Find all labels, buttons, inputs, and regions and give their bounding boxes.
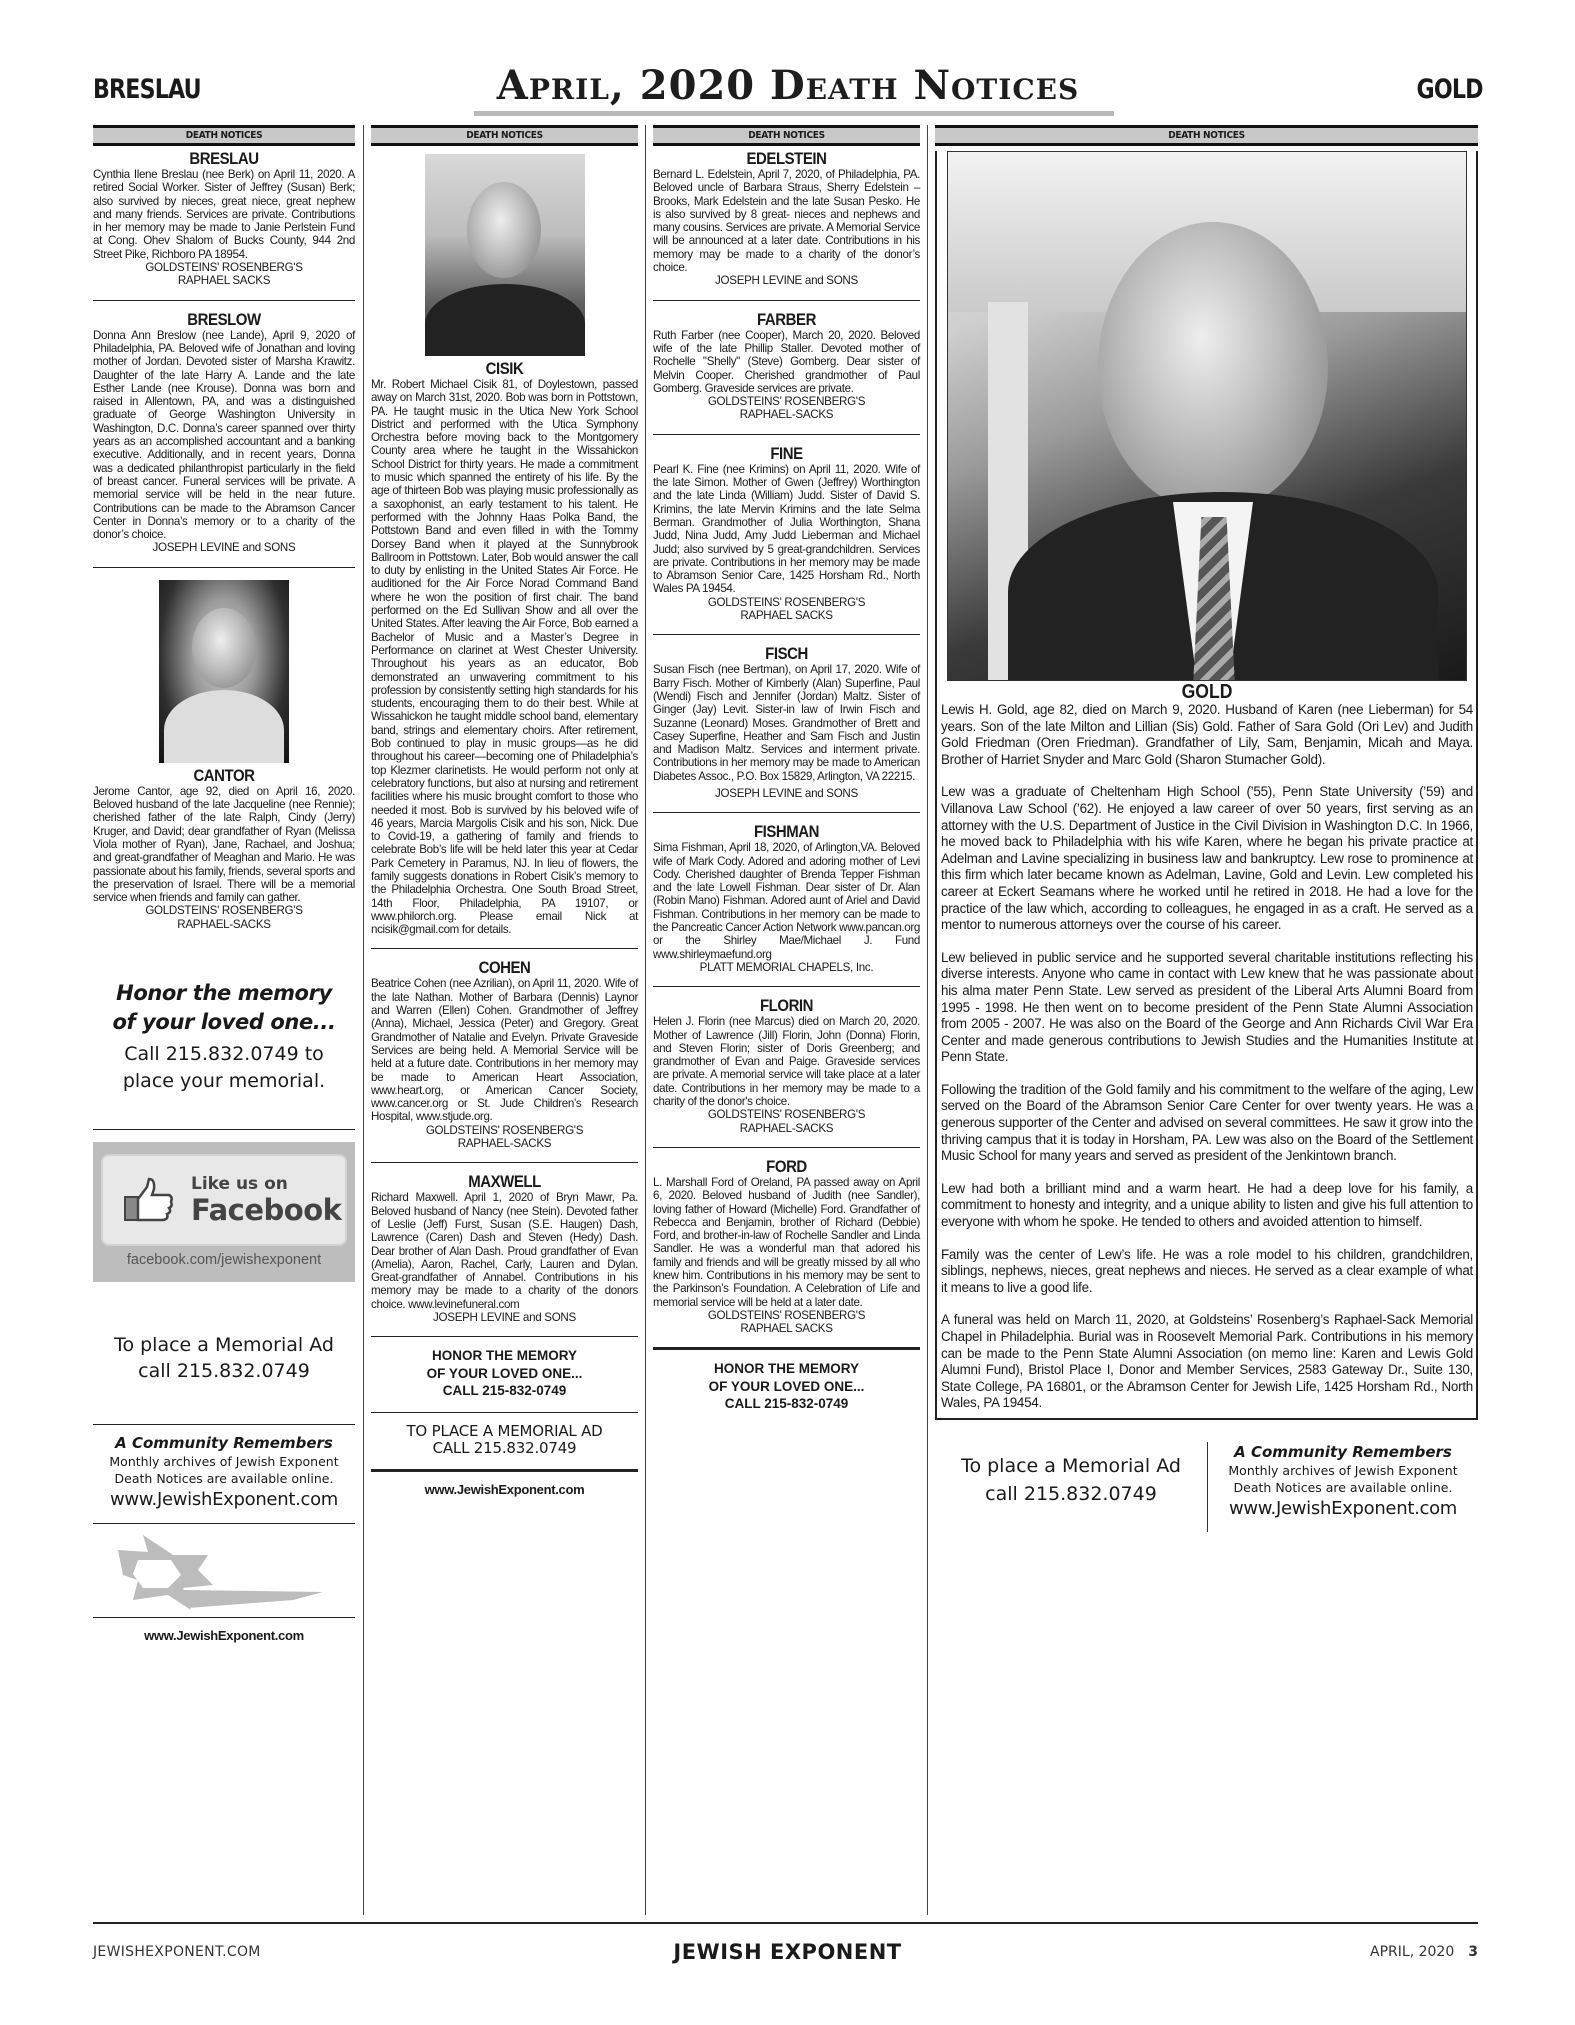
star-of-david-logo	[93, 1530, 355, 1615]
notice-body: Pearl K. Fine (nee Krimins) on April 11, 2020. Wife of the late Simon. Mother of Gwen (Jeffrey) Worthington and the late Linda (William) Judd. Sister of David S. Krimins, the late Mervin Krimins and the late Selma Berman. Grandmother of Julia Worthington, Shana Judd, Nina Judd, Amy Judd Lieberman and Michael Judd; also survived by 5 great-grandchildren. Services are private. Contributions in her memory may be made to Abramson Senior Care, 1425 Horsham Rd., North Wales PA 19454.	[653, 462, 920, 596]
ad-text: Monthly archives of Jewish Exponent	[1228, 1462, 1458, 1478]
ad-text: HONOR THE MEMORY	[714, 1361, 859, 1377]
facebook-like-button[interactable]	[101, 1154, 347, 1246]
notice-paragraph: Following the tradition of the Gold family and his commitment to the welfare of the aging, Lew served on the Board of the Abramson Senior Care Center for over twenty years. He was a generous supporter of the Center and advised on several committees. He saw it grow into the thriving campus that it is today in Horsham, PA. Lew was also on the Board of the Settlement Music School for many years and served as president of the Jenkintown branch.	[941, 1081, 1473, 1164]
shirt-shape	[164, 690, 284, 763]
website-link[interactable]: www.JewishExponent.com	[109, 1488, 339, 1510]
funeral-home: PLATT MEMORIAL CHAPELS, Inc.	[699, 960, 874, 974]
divider	[653, 986, 920, 987]
notice-body: Cynthia Ilene Breslau (nee Berk) on April 11, 2020. A retired Social Worker. Sister of Jeffrey (Susan) Berk; also survived by nieces, great niece, great nephew and many friends. Services are private. Contributions in her memory may be made to Janie Perlstein Fund at Cong. Ohev Shalom of Bucks County, 944 2nd Street Pike, Richboro PA 18954.	[93, 168, 355, 261]
place-memorial-ad	[93, 1332, 355, 1384]
death-notice-cisik	[371, 154, 638, 936]
ad-headline: Honor the memory	[116, 980, 332, 1005]
divider	[653, 1147, 920, 1148]
footer-rule	[93, 1922, 1478, 1924]
funeral-home: RAPHAEL-SACKS	[739, 408, 834, 422]
ad-text: call 215.832.0749	[138, 1359, 310, 1382]
running-head-left: BRESLAU	[93, 74, 201, 105]
death-notice-gold	[935, 151, 1478, 1420]
column-divider	[363, 125, 364, 1915]
ad-text: call 215.832.0749	[985, 1482, 1157, 1505]
divider	[371, 1412, 638, 1413]
section-header: DEATH NOTICES	[935, 125, 1478, 146]
community-remembers-ad	[93, 1433, 355, 1513]
facebook-ad[interactable]	[93, 1142, 355, 1282]
funeral-home: JOSEPH LEVINE and SONS	[715, 274, 858, 288]
notice-body: Sima Fishman, April 18, 2020, of Arlington,VA. Beloved wife of Mark Cody. Adored and adoring mother of Levi Cody. Cherished daughter of Brenda Tepper Fishman and the late Lowell Fishman. Dear sister of Dr. Alan (Robin Mano) Fishman. Adored aunt of Ariel and David Fishman. Contributions in her memory can be made to the Pancreatic Cancer Action Network www.pancan.org or the Shirley Mae/Michael J. Fund www.shirleymaefund.org	[653, 841, 920, 961]
column-1	[93, 125, 355, 1643]
notice-surname: FISCH	[765, 644, 808, 664]
funeral-home: RAPHAEL-SACKS	[739, 1121, 834, 1135]
notice-surname: FLORIN	[759, 996, 814, 1016]
website-link[interactable]: www.JewishExponent.com	[144, 1627, 304, 1643]
ad-text: Death Notices are available online.	[114, 1470, 334, 1486]
funeral-home: JOSEPH LEVINE and SONS	[152, 541, 296, 555]
divider	[653, 634, 920, 635]
divider	[371, 948, 638, 949]
funeral-home: RAPHAEL SACKS	[177, 274, 271, 288]
death-notice-farber	[653, 311, 920, 422]
notice-body: L. Marshall Ford of Oreland, PA passed away on April 6, 2020. Beloved husband of Judith (nee Sandler), loving father of Howard (Michelle) Ford. Grandfather of Rebecca and Benjamin, brother of Richard (Debbie) Ford, and brother-in-law of Rochelle Sandler and Linda Sandler. He was a wonderful man that adored his family and friends and will be greatly missed by all who knew him. Contributions in his memory may be sent to the Parkinson’s Foundation. A Celebration of Life and memorial service will be held at a later date.	[653, 1175, 920, 1309]
notice-body: Bernard L. Edelstein, April 7, 2020, of Philadelphia, PA. Beloved uncle of Barbara Straus, Sherry Edelstein – Brooks, Mark Edelstein and the late Susan Pesko. He is also survived by 8 great- nieces and nephews and many cousins. Services are private. A Memorial Service will be announced at a later date. Contributions in his memory may be made to a charity of the donor’s choice.	[653, 168, 920, 275]
notice-body: Mr. Robert Michael Cisik 81, of Doylestown, passed away on March 31st, 2020. Bob was born in Pottstown, PA. He taught music in the Utica New York School District and performed with the Utica Symphony Orchestra before moving back to the Montgomery County area where he taught in the Wissahickon School District for thirty years. He made a commitment to music which spanned the entirety of his life. By the age of thirteen Bob was playing music professionally as a saxophonist, an early testament to his talent. He performed with the Johnny Haas Polka Band, the Pottstown Band and even filled in with the Tommy Dorsey Band when it played at the Sunnybrook Ballroom in Pottstown. Later, Bob would answer the call to duty by enlisting in the United States Air Force. He auditioned for the Air Force Norad Command Band where he won the position of first chair. The band performed on the Ed Sullivan Show and all over the United States. After leaving the Air Force, Bob earned a Bachelor of Music and a Master’s Degree in Performance on clarinet at West Chester University. Throughout his years as an educator, Bob demonstrated an unwavering commitment to his profession by consistently setting high standards for his students, encouraging them to do their best. While at Wissahickon he taught middle school band, elementary band, strings and elementary choirs. After retirement, Bob continued to play in music groups—as he did throughout his career—becoming one of Philadelphia’s top Klezmer clarinetists. He would perform not only at celebratory functions, but also at nursing and retirement facilities where his music brought comfort to those who needed it most. Bob is survived by his beloved wife of 46 years, Marcia Margolis Cisik and his son, Nick. Due to Covid-19, a gathering of family and friends to celebrate Bob’s life will be held later this year at Cedar Park Cemetery in Paramus, NJ. In lieu of flowers, the family suggests donations in Robert Cisik’s memory to the Philadelphia Orchestra. One South Broad Street, 14th Floor, Philadelphia, PA 19107, or www.philorch.org. Please email Nick at ncisik@gmail.com for details.	[371, 378, 638, 937]
death-notice-fisch	[653, 645, 920, 800]
death-notice-cohen	[371, 959, 638, 1150]
facebook-url[interactable]: facebook.com/jewishexponent	[126, 1251, 322, 1268]
issue-date: APRIL, 2020	[1370, 1944, 1455, 1960]
ad-text: Call 215.832.0749 to	[124, 1042, 324, 1065]
divider	[371, 1162, 638, 1163]
notice-body: Richard Maxwell. April 1, 2020 of Bryn Mawr, Pa. Beloved husband of Nancy (nee Stein). Devoted father of Leslie (Jeff) Furst, Susan (S.E. Haugen) Dash, Lawrence (Caren) Dash and Steven (Hedy) Dash. Dear brother of Alan Dash. Proud grandfather of Evan (Amelia), Aaron, Rachel, Carly, Lauren and Dylan. Great-grandfather of Annabel. Contributions in his memory may be made to a charity of the donors choice. www.levinefuneral.com	[371, 1191, 638, 1311]
place-memorial-ad	[371, 1423, 638, 1457]
column-divider	[645, 125, 646, 1915]
portrait-photo	[425, 154, 585, 356]
ad-text: To place a Memorial Ad	[114, 1333, 334, 1356]
section-header: DEATH NOTICES	[93, 125, 355, 146]
funeral-home: RAPHAEL SACKS	[740, 1322, 833, 1336]
divider	[653, 434, 920, 435]
ad-text: Monthly archives of Jewish Exponent	[109, 1453, 339, 1469]
honor-memory-ad	[371, 1347, 638, 1400]
funeral-home: GOLDSTEINS' ROSENBERG'S	[145, 904, 303, 918]
section-header: DEATH NOTICES	[371, 125, 638, 146]
divider	[93, 567, 355, 568]
death-notice-fishman	[653, 823, 920, 974]
death-notice-cantor	[93, 580, 355, 931]
column-3	[653, 125, 920, 1413]
footer-website[interactable]: JEWISHEXPONENT.COM	[93, 1944, 261, 1960]
column-4	[935, 125, 1478, 1532]
section-header: DEATH NOTICES	[653, 125, 920, 146]
divider	[371, 1336, 638, 1337]
ad-text: CALL 215-832-0749	[442, 1383, 567, 1399]
ad-text: HONOR THE MEMORY	[432, 1348, 577, 1364]
notice-surname: CANTOR	[193, 765, 255, 785]
notice-surname: EDELSTEIN	[746, 149, 827, 168]
honor-memory-ad	[653, 1360, 920, 1413]
divider	[93, 1129, 355, 1130]
notice-surname: FORD	[766, 1156, 807, 1176]
notice-paragraph: Lew was a graduate of Cheltenham High School (’55), Penn State University (’59) and Villanova Law School (’62). He enjoyed a law career of over 50 years, first serving as an attorney with the U.S. Department of Justice in the Civil Division in Washington D.C. In 1966, he moved back to Philadelphia with his wife Karen, where he began his private practice at Adelman and Lavine specializing in business law and bankruptcy. Lew rose to prominence at this firm which later became known as Adelman, Lavine, Gold and Levin. Lew completed his career at Eckert Seamans where he worked until he retired in 2018. He had a love for the practice of the law which, according to colleagues, he engaged in as a craft. He served as a mentor to numerous attorneys over the course of his career.	[941, 784, 1473, 933]
notice-paragraph: Lew believed in public service and he supported several charitable institutions reflecting his diverse interests. Anyone who came in contact with Lew knew that he was passionate about his alma mater Penn State. Lew served as president of the Liberal Arts Alumni Board from 1995 - 1998. He then went on to become president of the Penn State Alumni Association from 2005 - 2007. He was also on the Board of the George and Ann Richards Civil War Era Center and made generous contributions to Jewish Studies and the Humanities Institute at Penn State.	[941, 949, 1473, 1065]
face-shape	[192, 608, 256, 688]
website-link[interactable]: www.JewishExponent.com	[1228, 1497, 1458, 1519]
notice-body: Ruth Farber (nee Cooper), March 20, 2020. Beloved wife of the late Phillip Staller. Devoted mother of Rochelle "Shelly" (Steve) Gomberg. Dear sister of Melvin Cooper. Cherished grandmother of Paul Gomberg. Graveside services are private.	[653, 328, 920, 395]
divider	[653, 812, 920, 813]
notice-surname: BRESLOW	[187, 309, 261, 329]
community-remembers-ad	[1208, 1442, 1478, 1532]
notice-paragraph: Lewis H. Gold, age 82, died on March 9, 2020. Husband of Karen (nee Lieberman) for 54 years. Son of the late Milton and Lillian (Sis) Gold. Father of Sara Gold (Ori Lev) and Judith Gold Friedman (Oren Friedman). Grandfather of Lily, Sam, Benjamin, Micah and Maya. Brother of Harriet Snyder and Marc Gold (Sharon Stumacher Gold).	[941, 702, 1473, 767]
ad-text: To place a Memorial Ad	[961, 1454, 1181, 1477]
face-shape	[1098, 222, 1328, 512]
title-underline	[474, 111, 1114, 116]
divider	[93, 1617, 355, 1618]
ad-text: OF YOUR LOVED ONE...	[426, 1365, 583, 1381]
notice-surname: FISHMAN	[753, 822, 820, 842]
ad-text: CALL 215.832.0749	[432, 1438, 577, 1457]
funeral-home: GOLDSTEINS' ROSENBERG'S	[707, 395, 866, 409]
website-link[interactable]: www.JewishExponent.com	[424, 1481, 585, 1497]
notice-surname: MAXWELL	[468, 1172, 541, 1192]
notice-surname: GOLD	[1181, 681, 1233, 703]
notice-paragraph: A funeral was held on March 11, 2020, at Goldsteins’ Rosenberg’s Raphael-Sack Memorial Chapel in Philadelphia. Burial was in Roosevelt Memorial Park. Contributions in his memory can be made to the Penn State Alumni Association (on memo line: Karen and Lewis Gold Alumni Fund), Bristol Place I, Donor and Member Services, 2583 Gateway Dr., Suite 130, State College, PA 16801, or the Abramson Center for Jewish Life, 1425 Horsham Rd., North Wales, PA 19454.	[941, 1312, 1473, 1411]
place-memorial-ad	[935, 1442, 1207, 1532]
notice-body: Donna Ann Breslow (nee Lande), April 9, 2020 of Philadelphia, PA. Beloved wife of Jonathan and loving mother of Jordan. Devoted sister of Marsha Krawitz. Daughter of the late Harry A. Lande and the late Esther Lande (nee Krouse). Donna was born and raised in Allentown, PA, and was a distinguished graduate of George Washington University in Washington, D.C. Donna’s career spanned over thirty years as an accomplished accountant and a banking executive. Additionally, and in recent years, Donna was a dedicated philanthropist particularly in the field of breast cancer. Funeral services will be private. A memorial service will be held in the near future. Contributions can be made to the Abramson Cancer Center in Donna’s memory or to a charity of the donor’s choice.	[93, 328, 355, 542]
notice-body: Susan Fisch (nee Bertman), on April 17, 2020. Wife of Barry Fisch. Mother of Kimberly (Alan) Superfine, Paul (Wendi) Fisch and Jennifer (Jordan) Maltz. Sister of Ginger (Jay) Levit. Sister-in law of Irwin Fisch and Suzanne (Leonard) Moses. Grandmother of Brett and Casey Superfine, Heather and Sam Fisch and Justin and Madison Maltz. Services and interment private. Contributions in her memory may be made to American Diabetes Assoc., P.O. Box 15829, Arlington, VA 22215.	[653, 663, 920, 783]
death-notice-ford	[653, 1158, 920, 1336]
thumbs-up-icon	[123, 1177, 175, 1223]
notice-body	[941, 702, 1473, 1412]
notice-surname: CISIK	[485, 359, 524, 378]
page-number: 3	[1468, 1944, 1478, 1960]
column-2	[371, 125, 638, 1497]
bottom-ads	[935, 1442, 1478, 1532]
funeral-home: RAPHAEL SACKS	[740, 609, 833, 623]
ad-headline: of your loved one...	[112, 1009, 336, 1034]
ad-text: place your memorial.	[122, 1069, 326, 1092]
funeral-home: GOLDSTEINS' ROSENBERG'S	[425, 1123, 584, 1137]
notice-surname: FARBER	[757, 309, 816, 329]
page-title: April, 2020 Death Notices	[496, 62, 1080, 109]
portrait-photo	[159, 580, 289, 763]
notice-paragraph: Lew had both a brilliant mind and a warm heart. He had a deep love for his family, a commitment to honesty and integrity, and a unique ability to listen and give his full attention to everyone with whom he spoke. He tended to others and avoided attention to himself.	[941, 1180, 1473, 1230]
ad-text: OF YOUR LOVED ONE...	[708, 1378, 865, 1394]
death-notice-florin	[653, 997, 920, 1135]
ad-title: A Community Remembers	[1234, 1442, 1452, 1461]
death-notice-fine	[653, 445, 920, 623]
funeral-home: JOSEPH LEVINE and SONS	[715, 786, 858, 800]
footer-date-page	[1370, 1944, 1478, 1960]
notice-surname: BRESLAU	[189, 149, 259, 168]
funeral-home: GOLDSTEINS' ROSENBERG'S	[145, 261, 303, 275]
notice-paragraph: Family was the center of Lew’s life. He was a role model to his children, grandchildren, siblings, nephews, nieces, great nephews and nieces. He served as a clear example of what it means to live a good life.	[941, 1246, 1473, 1295]
ad-text: TO PLACE A MEMORIAL AD	[406, 1421, 603, 1440]
notice-body: Jerome Cantor, age 92, died on April 16, 2020. Beloved husband of the late Jacqueline (nee Rennie); cherished father of the late Ralph, Cindy (Jerry) Kruger, and David; dear grandfather of Ryan (Melissa Viola mother of Ryan), Jane, Rachael, and Joshua; and great-grandfather of Meaghan and Mario. He was passionate about his family, friends, several sports and the preservation of Israel. There will be a memorial service when friends and family can gather.	[93, 784, 355, 905]
notice-body: Helen J. Florin (nee Marcus) died on March 20, 2020. Mother of Lawrence (Jill) Florin, John (Donna) Florin, and Steven Florin; sister of Doris Greenberg; and grandmother of Evan and Paige. Graveside services are private. A memorial service will take place at a later date. Contributions in her memory may be made to a charity of the donor's choice.	[653, 1015, 920, 1109]
facebook-line-1: Like us on	[191, 1173, 288, 1194]
divider	[93, 300, 355, 301]
funeral-home: GOLDSTEINS' ROSENBERG'S	[707, 1308, 866, 1322]
divider	[653, 300, 920, 301]
face-shape	[467, 182, 541, 278]
suit-shape	[425, 284, 585, 356]
divider	[93, 1424, 355, 1425]
funeral-home: RAPHAEL-SACKS	[457, 1137, 552, 1151]
facebook-line-2: Facebook	[191, 1192, 342, 1227]
ad-title: A Community Remembers	[115, 1433, 333, 1452]
ad-text: CALL 215-832-0749	[724, 1396, 849, 1412]
funeral-home: JOSEPH LEVINE and SONS	[433, 1311, 576, 1324]
death-notice-edelstein	[653, 150, 920, 288]
divider	[653, 1347, 920, 1350]
publication-name: JEWISH EXPONENT	[673, 1940, 902, 1964]
notice-surname: FINE	[770, 443, 803, 463]
portrait-photo	[947, 151, 1467, 681]
funeral-home: RAPHAEL-SACKS	[177, 917, 271, 931]
ad-text: Death Notices are available online.	[1233, 1479, 1453, 1495]
divider	[371, 1469, 638, 1472]
notice-body: Beatrice Cohen (nee Azrilian), on April 11, 2020. Wife of the late Nathan. Mother of Barbara (Dennis) Laynor and Warren (Ellen) Cohen. Grandmother of Jeffrey (Anna), Michael, Jessica (Peter) and Gregory. Great Grandmother of Natalie and Evelyn. Private Graveside Services are being held. A Memorial Service will be held at a future date. Contributions in her memory may be made to American Heart Association, www.heart.org, or American Cancer Society, www.cancer.org or St. Jude Children’s Research Hospital, www.stjude.org.	[371, 977, 638, 1124]
funeral-home: GOLDSTEINS' ROSENBERG'S	[707, 595, 866, 609]
column-divider	[927, 125, 928, 1915]
death-notice-breslow	[93, 311, 355, 555]
death-notice-maxwell	[371, 1173, 638, 1324]
divider	[93, 1523, 355, 1524]
death-notice-breslau	[93, 150, 355, 288]
notice-surname: COHEN	[478, 958, 531, 978]
running-head-right: GOLD	[1416, 74, 1483, 105]
honor-memory-ad	[93, 979, 355, 1095]
funeral-home: GOLDSTEINS' ROSENBERG'S	[707, 1108, 866, 1122]
